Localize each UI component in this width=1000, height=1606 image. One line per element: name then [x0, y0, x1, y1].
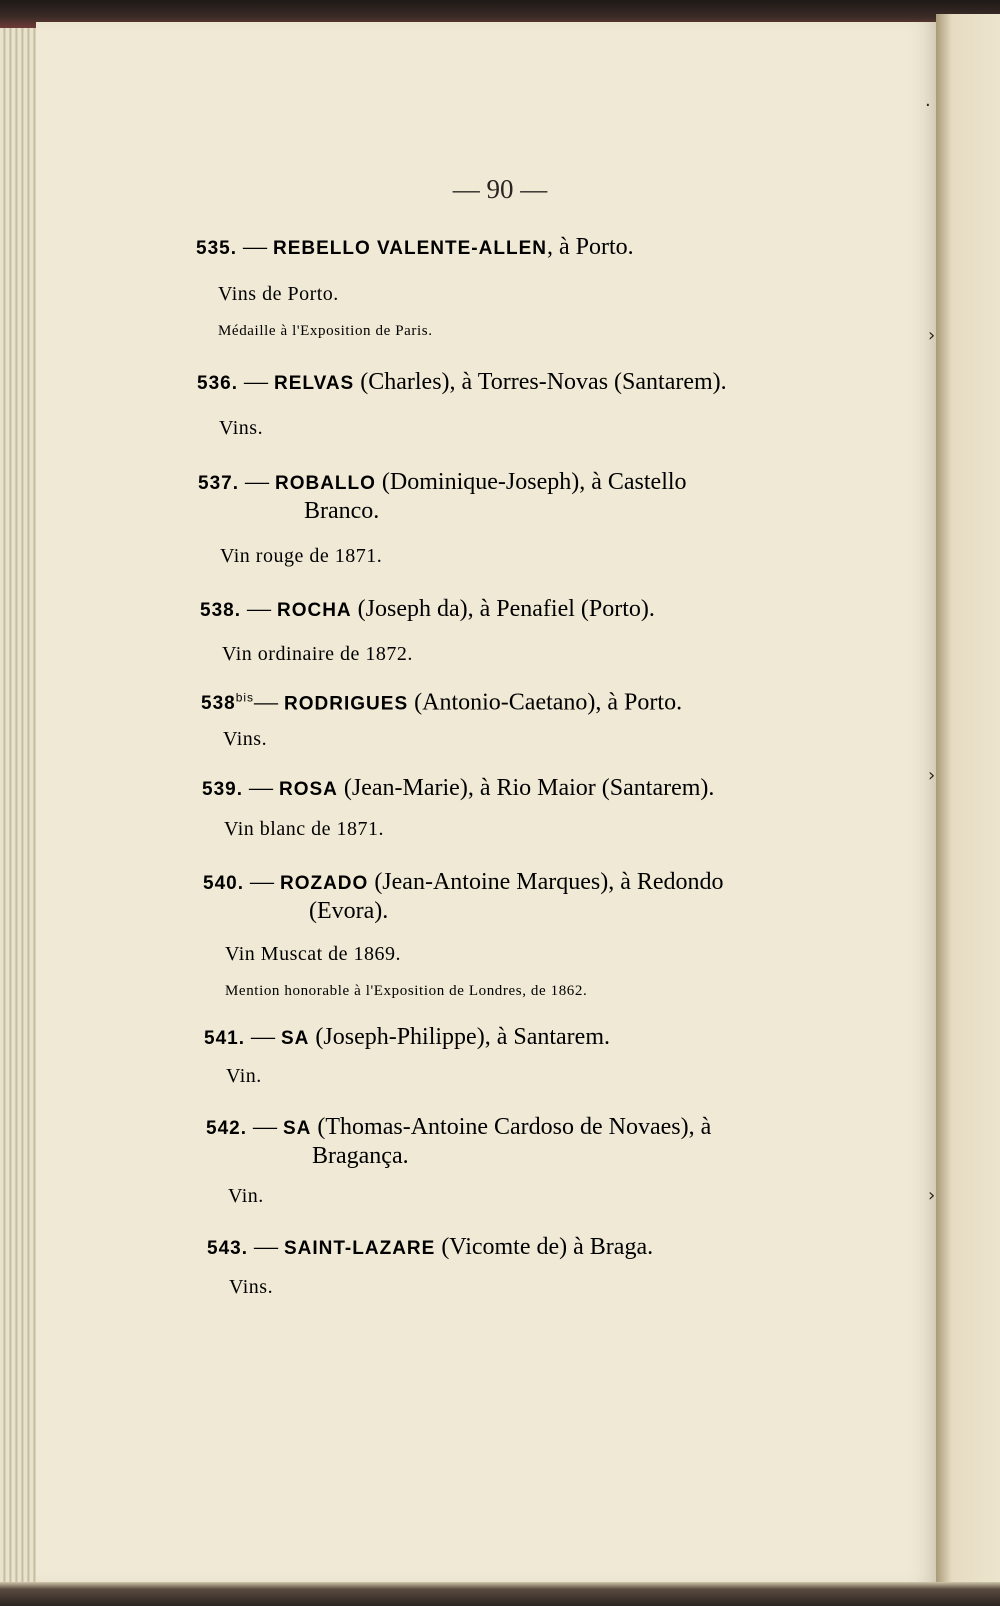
- scanned-page: · › › › — 90 — 535. — REBELLO VALENTE-ALLEN, à Porto. Vins de Porto. Médaille à l'Exposition de Paris. 536. — RELVAS (Charles), à Torres-Novas (Santarem). Vins. 537. — ROBALLO (Dominique-Joseph), à Castello Branco. Vin rouge de 1871. 538. — ROCHA (Joseph da), à Penafiel (Porto). Vin ordinaire de 1872. $538^{bis}—$ RODRIGUES (Antonio-Caetano), à Porto. Vins. 539. — ROSA (Jean-Marie), à Rio Maior (Santarem). Vin blanc de 1871. 540. — ROZADO (Jean-Antoine Marques), à Redondo (Evora). Vin Muscat de 1869. Mention honorable à l'Exposition de Londres, de 1862. 541. — SA (Joseph-Philippe), à Santarem. Vin. 542. — SA (Thomas-Antoine Cardoso de Novaes), à Bragança. Vin. 543. — SAINT-LAZARE (Vicomte de) à Braga. Vins.: [0, 0, 1000, 1606]
- entry-heading: [196, 232, 634, 264]
- entry-number: 538.: [200, 600, 241, 621]
- entry-number: 539.: [202, 779, 243, 800]
- entry-dash: —: [240, 596, 277, 622]
- entry-number: 535.: [196, 238, 237, 259]
- product-description: Vins.: [219, 417, 264, 439]
- entry-dash: —: [254, 689, 285, 716]
- product-description: Vin rouge de 1871.: [220, 545, 383, 567]
- exhibitor-details: (Joseph da), à Penafiel (Porto).: [351, 596, 655, 622]
- product-description: Vins de Porto.: [218, 283, 339, 305]
- product-description: Vin blanc de 1871.: [224, 818, 384, 840]
- product-description: Vins.: [229, 1276, 274, 1298]
- entry-heading: [202, 773, 714, 805]
- exhibitor-name: REBELLO VALENTE-ALLEN: [272, 238, 547, 259]
- entry-heading: [204, 1022, 610, 1054]
- exhibitor-details-continued: Bragança.: [312, 1143, 409, 1169]
- entry-number: 541.: [204, 1028, 245, 1049]
- exhibitor-name: ROZADO: [279, 873, 369, 894]
- exhibitor-name: ROBALLO: [274, 473, 376, 494]
- exhibitor-details: (Jean-Marie), à Rio Maior (Santarem).: [337, 775, 715, 801]
- entry-dash: —: [246, 1114, 283, 1140]
- exhibitor-details: (Jean-Antoine Marques), à Redondo: [368, 869, 724, 895]
- exhibitor-details-continued: Branco.: [304, 498, 380, 524]
- exhibitor-name: SA: [280, 1028, 310, 1049]
- product-description: Vin ordinaire de 1872.: [222, 643, 413, 665]
- product-description: Vin.: [228, 1185, 264, 1207]
- exhibitor-details: (Dominique-Joseph), à Castello: [375, 469, 687, 495]
- exhibitor-details: (Thomas-Antoine Cardoso de Novaes), à: [311, 1114, 712, 1140]
- exhibitor-name: RELVAS: [273, 373, 355, 394]
- entry-dash: —: [242, 775, 279, 801]
- exhibitor-name: ROCHA: [276, 600, 352, 621]
- entry-heading: [207, 1232, 653, 1264]
- exhibitor-details: (Vicomte de) à Braga.: [435, 1234, 654, 1260]
- exhibitor-name: SAINT-LAZARE: [283, 1238, 436, 1259]
- award-note: Mention honorable à l'Exposition de Londres, de 1862.: [225, 983, 588, 999]
- page-number: — 90 —: [452, 174, 548, 204]
- exhibitor-details: (Joseph-Philippe), à Santarem.: [309, 1024, 610, 1050]
- entry-dash: —: [247, 1234, 284, 1260]
- facing-page-edge: [936, 14, 1000, 1606]
- entry-number: 537.: [198, 473, 239, 494]
- entry-heading: [201, 683, 682, 719]
- entry-dash: —: [243, 869, 280, 895]
- exhibitor-name: SA: [282, 1118, 312, 1139]
- exhibitor-name: ROSA: [278, 779, 338, 800]
- page-stack-edge: [0, 28, 41, 1588]
- product-description: Vin Muscat de 1869.: [225, 943, 402, 965]
- exhibitor-details: , à Porto.: [546, 234, 634, 260]
- exhibitor-name: RODRIGUES: [284, 693, 409, 715]
- exhibitor-details-continued: (Evora).: [309, 898, 389, 924]
- entry-number-suffix: bis: [235, 691, 255, 705]
- entry-number: 536.: [197, 373, 238, 394]
- entry-number: $538^{bis}$: [201, 691, 255, 715]
- entry-number: 542.: [206, 1118, 247, 1139]
- entry-dash: —: [238, 469, 275, 495]
- exhibitor-details: (Charles), à Torres-Novas (Santarem).: [354, 369, 727, 395]
- entry-number: 540.: [203, 873, 244, 894]
- entry-number: 543.: [207, 1238, 248, 1259]
- entry-dash: —: [244, 1024, 281, 1050]
- entry-heading: [198, 467, 687, 499]
- product-description: Vins.: [223, 728, 268, 750]
- book-bottom-edge: [0, 1582, 1000, 1606]
- entry-heading: [206, 1112, 711, 1144]
- exhibitor-details: (Antonio-Caetano), à Porto.: [408, 689, 683, 716]
- product-description: Vin.: [226, 1065, 262, 1087]
- entry-dash: —: [236, 234, 273, 260]
- award-note: Médaille à l'Exposition de Paris.: [218, 323, 433, 339]
- entry-heading: [200, 594, 655, 626]
- entry-heading: [197, 367, 727, 399]
- entry-dash: —: [237, 369, 274, 395]
- entry-heading: [203, 867, 724, 899]
